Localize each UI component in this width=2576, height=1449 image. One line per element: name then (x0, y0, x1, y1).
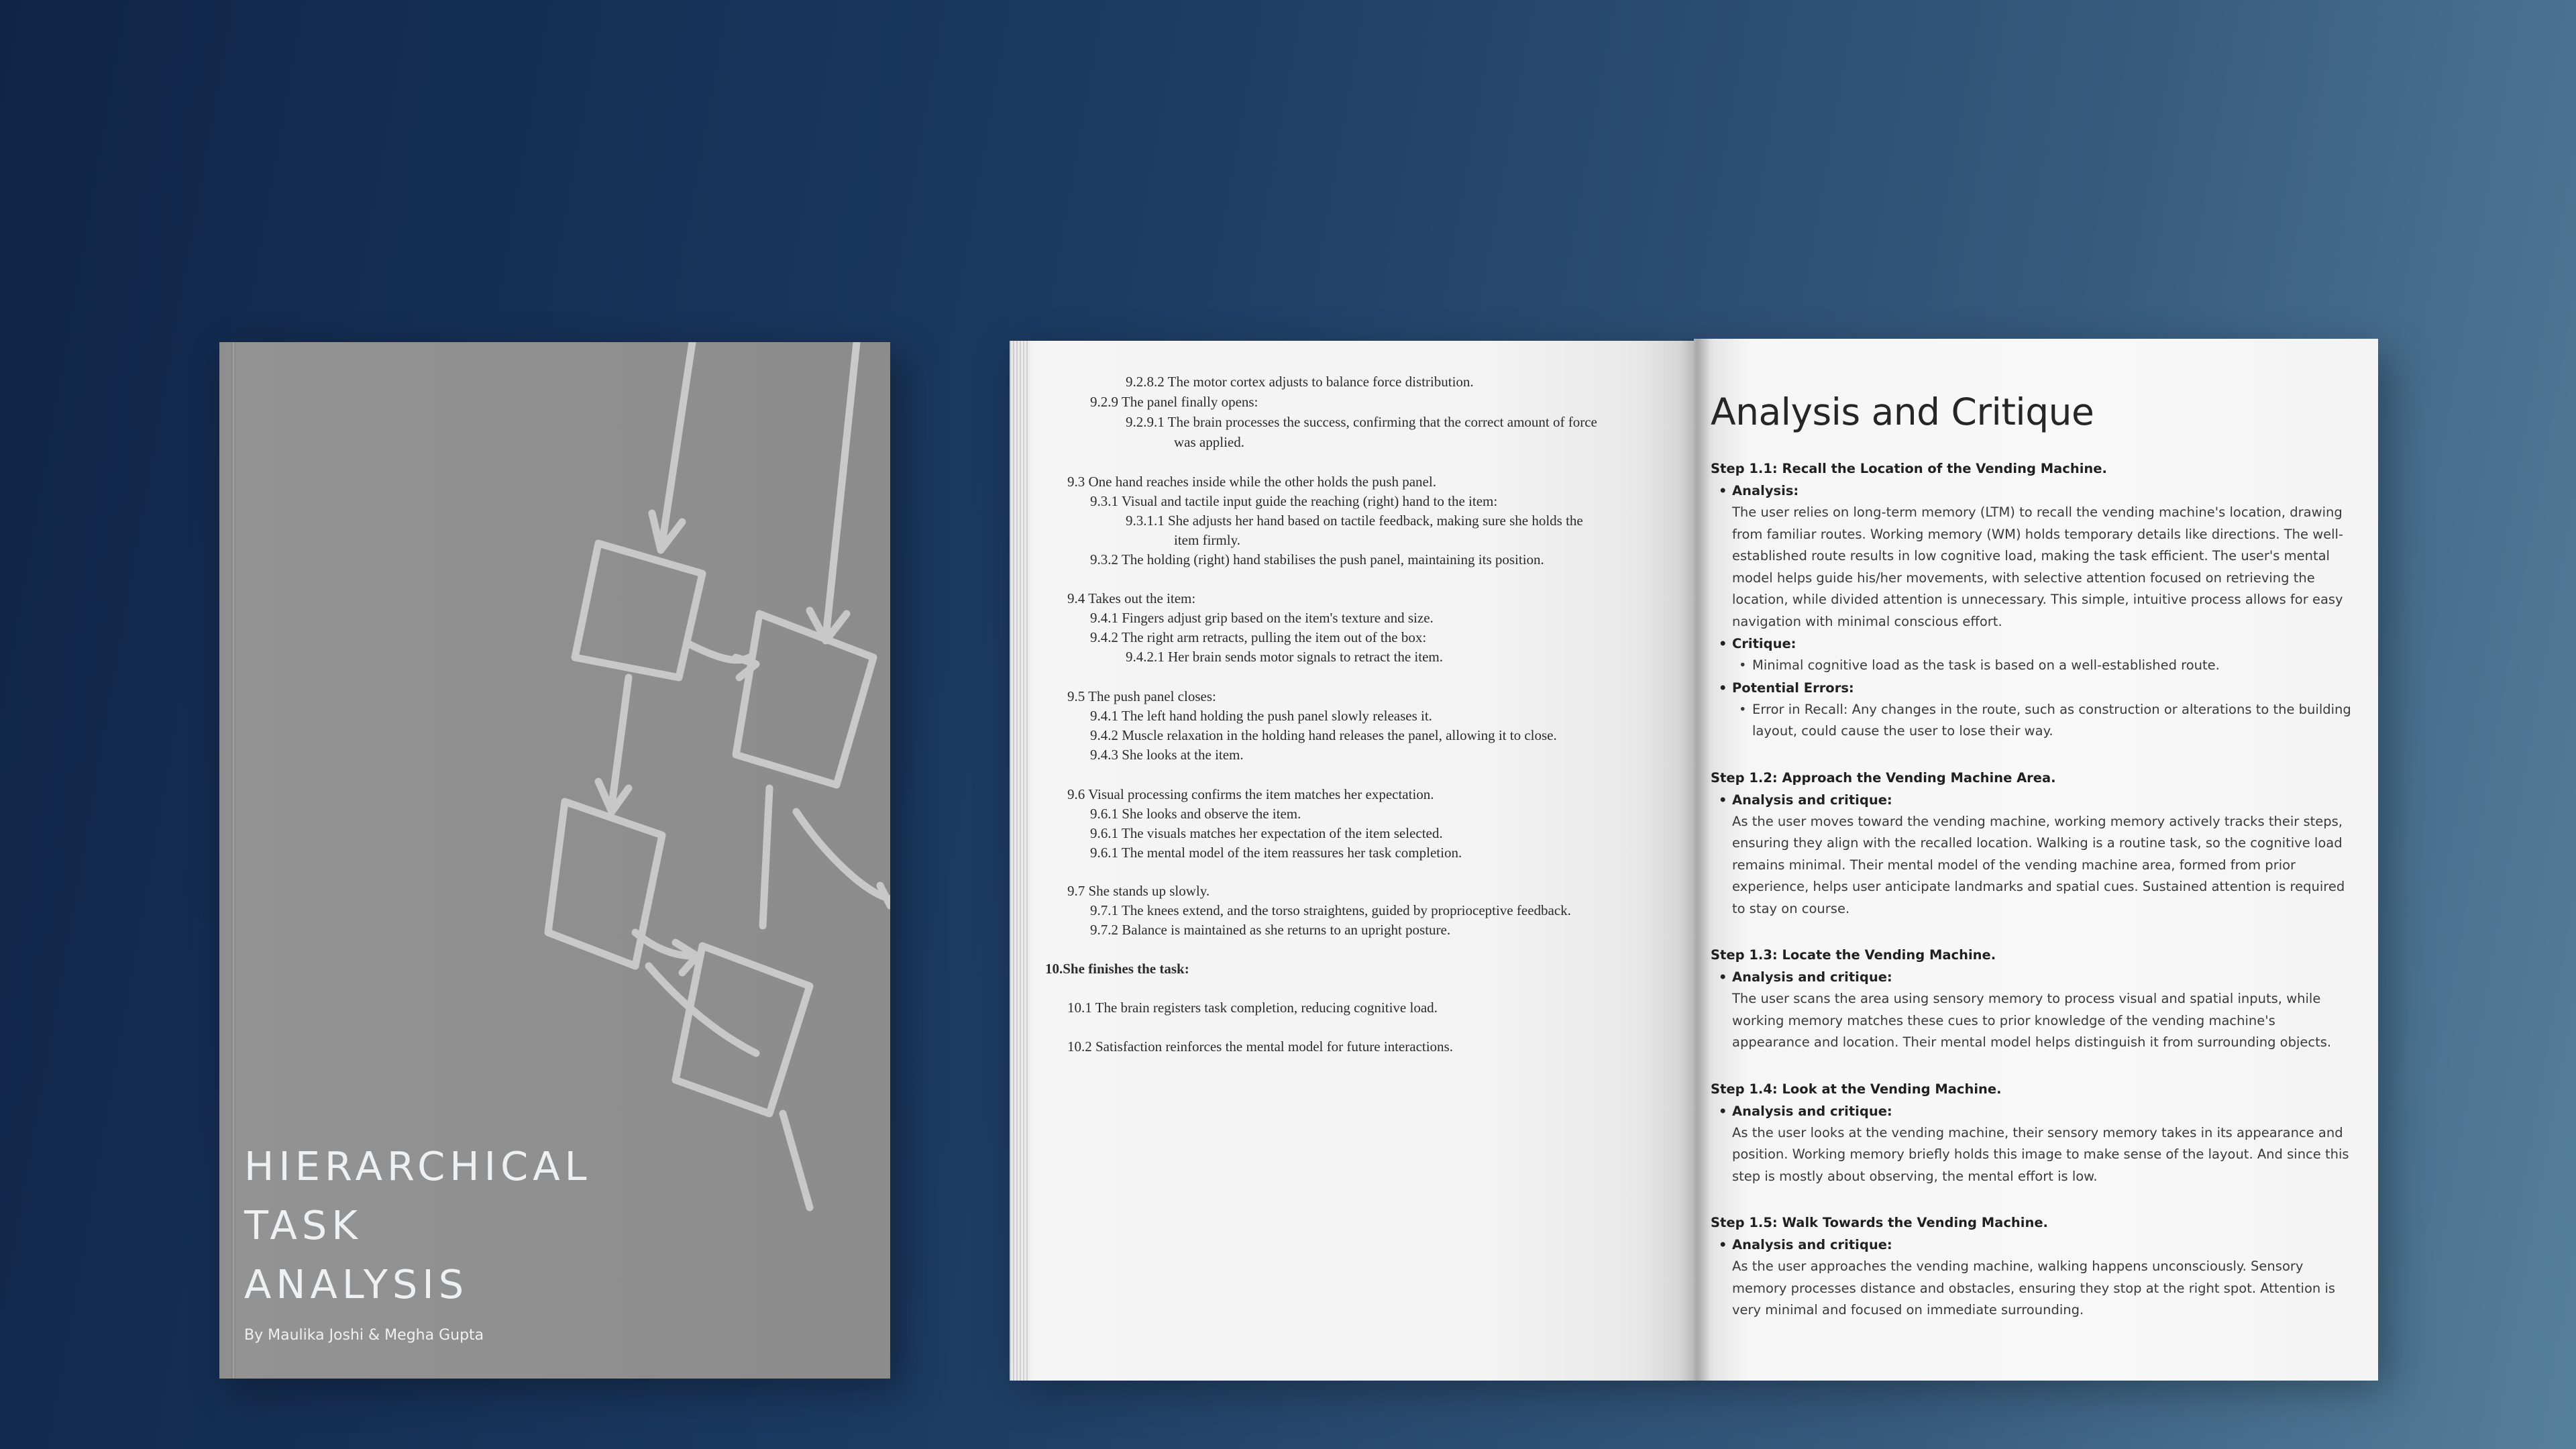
task-line: 9.4.1 Fingers adjust grip based on the item's texture and size. (1090, 610, 1434, 626)
section-text: The user scans the area using sensory memory to process visual and spatial inputs, while working memory matches these cues to prior knowledge of the vending machine's appearance and location. Their mental model helps distinguish it from surrounding objects. (1732, 991, 2332, 1050)
section-label: • Analysis and critique: (1732, 1234, 2355, 1256)
book-cover (219, 342, 890, 1379)
section-label: • Analysis and critique: (1732, 1100, 2355, 1122)
task-line: 9.7.2 Balance is maintained as she returns to an upright posture. (1090, 922, 1451, 938)
task-line: 9.2.9.1 The brain processes the success, confirming that the correct amount of force (1126, 414, 1597, 430)
task-line: 9.6.1 The visuals matches her expectation of the item selected. (1090, 825, 1443, 841)
task-line: 9.2.9 The panel finally opens: (1090, 394, 1258, 410)
task-line: 10.She finishes the task: (1045, 961, 1189, 977)
section-text: The user relies on long-term memory (LTM) to recall the vending machine's location, drawing from familiar routes. Working memory (WM) holds temporary details like directions. The well-established route results in low cognitive load, making the task efficient. The user's mental model helps guide his/her movements, with selective attention focused on retrieving the location, while divided attention is unnecessary. This simple, intuitive process allows for easy navigation with minimal conscious effort. (1732, 504, 2344, 629)
task-line: 9.2.8.2 The motor cortex adjusts to balance force distribution. (1126, 374, 1474, 390)
book-gutter (1680, 339, 1711, 1381)
section-text: As the user moves toward the vending machine, working memory actively tracks their steps, ensuring they align with the recalled location. Walking is a routine task, so the cognitive load remains minimal. Their mental model of the vending machine area, formed from prior experience, helps user anticipate landmarks and spatial cues. Sustained attention is required to stay on course. (1732, 813, 2345, 916)
section-text: As the user approaches the vending machine, walking happens unconsciously. Sensory memory processes distance and obstacles, ensuring they stop at the right spot. Attention is very minimal and focused on immediate surrounding. (1732, 1258, 2336, 1318)
analysis-block (1711, 480, 2355, 743)
step-title: Step 1.3: Locate the Vending Machine. (1711, 947, 1996, 963)
analysis-block (1711, 966, 2355, 1054)
task-line: 9.3 One hand reaches inside while the other holds the push panel. (1067, 474, 1436, 490)
analysis-step (1711, 1212, 2355, 1322)
left-page (1010, 341, 1694, 1381)
task-line: 9.4.2.1 Her brain sends motor signals to retract the item. (1126, 649, 1443, 665)
task-line: 9.6.1 She looks and observe the item. (1090, 806, 1301, 822)
task-line: item firmly. (1174, 532, 1240, 548)
task-line: 9.4.3 She looks at the item. (1090, 747, 1244, 763)
task-line: 10.2 Satisfaction reinforces the mental model for future interactions. (1067, 1038, 1453, 1055)
section-label: • Analysis: (1732, 480, 2355, 502)
task-line: 9.4 Takes out the item: (1067, 590, 1196, 606)
task-line: was applied. (1174, 434, 1244, 450)
analysis-step (1711, 1078, 2355, 1188)
section-label: • Analysis and critique: (1732, 966, 2355, 988)
task-line: 10.1 The brain registers task completion, reducing cognitive load. (1067, 1000, 1438, 1016)
cover-authors: By Maulika Joshi & Megha Gupta (244, 1327, 484, 1344)
step-title: Step 1.4: Look at the Vending Machine. (1711, 1081, 2002, 1097)
task-line: 9.6.1 The mental model of the item reassures her task completion. (1090, 845, 1462, 861)
task-line: 9.6 Visual processing confirms the item matches her expectation. (1067, 786, 1434, 802)
cover-title-line: TASK (244, 1202, 362, 1248)
cover-title-line: ANALYSIS (244, 1261, 469, 1307)
task-line: 9.3.2 The holding (right) hand stabilises the push panel, maintaining its position. (1090, 551, 1544, 568)
analysis-block (1711, 789, 2355, 920)
step-title: Step 1.1: Recall the Location of the Vending Machine. (1711, 461, 2107, 476)
page-heading: Analysis and Critique (1711, 390, 2094, 433)
task-line: 9.5 The push panel closes: (1067, 688, 1216, 704)
analysis-step (1711, 944, 2355, 1054)
task-line: 9.4.2 Muscle relaxation in the holding hand releases the panel, allowing it to close. (1090, 727, 1557, 743)
cover-title-line: HIERARCHICAL (244, 1143, 592, 1189)
task-line: 9.3.1 Visual and tactile input guide the reaching (right) hand to the item: (1090, 493, 1498, 509)
analysis-block (1711, 1100, 2355, 1188)
hierarchical-task-list (1010, 341, 1694, 1381)
bullet-item: • Minimal cognitive load as the task is based on a well-established route. (1732, 655, 2355, 677)
section-label: • Analysis and critique: (1732, 789, 2355, 811)
analysis-step (1711, 458, 2355, 743)
step-title: Step 1.2: Approach the Vending Machine Area. (1711, 769, 2056, 786)
bullet-item: • Error in Recall: Any changes in the route, such as construction or alterations to the building layout, could cause the user to lose their way. (1732, 699, 2355, 743)
section-label: • Potential Errors: (1732, 677, 2355, 699)
analysis-block (1711, 1234, 2355, 1322)
task-line: 9.4.2 The right arm retracts, pulling the item out of the box: (1090, 629, 1427, 645)
task-line: 9.4.1 The left hand holding the push panel slowly releases it. (1090, 708, 1432, 724)
section-text: As the user looks at the vending machine, their sensory memory takes in its appearance and position. Working memory briefly holds this image to make sense of the layout. And since this step is mostly about observing, the mental effort is low. (1732, 1124, 2349, 1184)
cover-title (244, 1137, 591, 1314)
analysis-section (1711, 390, 2355, 1346)
step-title: Step 1.5: Walk Towards the Vending Machine. (1711, 1215, 2048, 1230)
task-line: 9.7.1 The knees extend, and the torso straightens, guided by proprioceptive feedback. (1090, 902, 1571, 918)
analysis-step (1711, 767, 2355, 920)
task-line: 9.7 She stands up slowly. (1067, 883, 1210, 899)
section-label: • Critique: (1732, 633, 2355, 655)
task-line: 9.3.1.1 She adjusts her hand based on tactile feedback, making sure she holds the (1126, 513, 1583, 529)
